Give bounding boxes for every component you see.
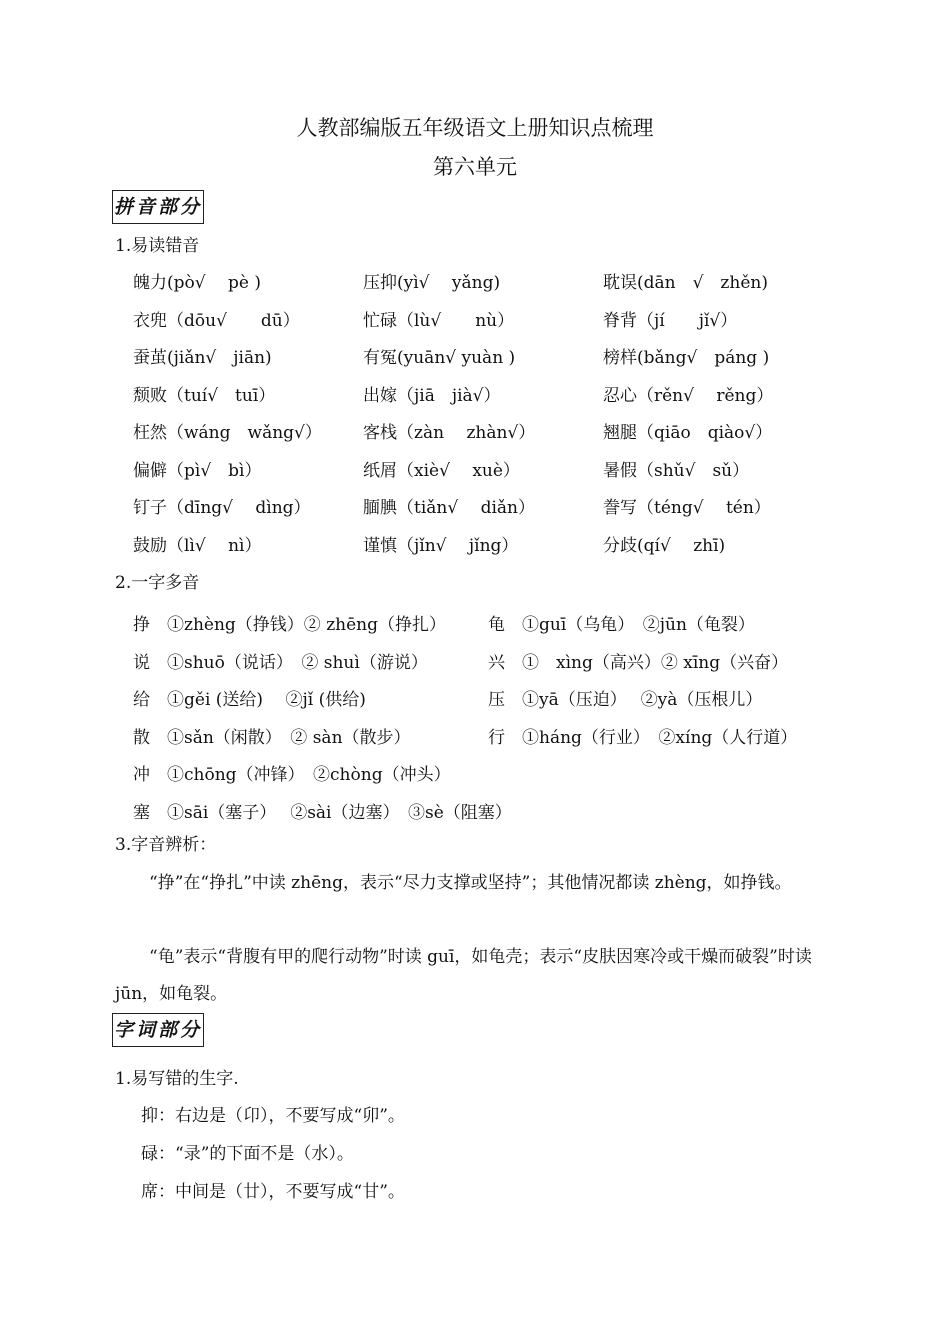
misread-entry: 有冤(yuān√ yuàn ) xyxy=(363,348,516,368)
misread-entry: 谨慎（jǐn√ jǐng） xyxy=(363,535,519,556)
polyphone-entry: 冲 ①chōng（冲锋） ②chòng（冲头） xyxy=(133,765,451,785)
misread-entry: 脊背（jí jǐ√） xyxy=(603,310,738,331)
section-label-pinyin: 拼音部分 xyxy=(112,190,204,224)
misread-entry: 衣兜（dōu√ dū） xyxy=(133,310,300,331)
easy-misread-heading: 1.易读错音 xyxy=(115,236,200,256)
misread-entry: 蚕茧(jiǎn√ jiān) xyxy=(133,348,272,368)
misread-entry: 耽误(dān √ zhěn) xyxy=(603,273,768,293)
misread-entry: 腼腆（tiǎn√ diǎn） xyxy=(363,498,535,518)
misread-entry: 誊写（téng√ tén） xyxy=(603,498,771,518)
misread-entry: 压抑(yì√ yǎng) xyxy=(363,273,501,293)
polyphone-entry: 行 ①háng（行业） ②xíng（人行道） xyxy=(488,727,798,748)
polyphone-entry: 挣 ①zhèng（挣钱）② zhēng（挣扎） xyxy=(133,615,446,635)
misread-entry: 分歧(qí√ zhī) xyxy=(603,535,726,556)
misread-entry: 魄力(pò√ pè ) xyxy=(133,273,261,293)
misread-entry: 颓败（tuí√ tuī） xyxy=(133,385,276,406)
misread-entry: 钉子（dīng√ dìng） xyxy=(133,498,311,518)
miswrite-rule: 抑：右边是（卬），不要写成“卯”。 xyxy=(141,1106,405,1126)
misread-entry: 忍心（rěn√ rěng） xyxy=(603,385,774,406)
misread-entry: 纸屑（xiè√ xuè） xyxy=(363,460,520,481)
misread-entry: 翘腿（qiāo qiào√） xyxy=(603,423,773,443)
miswrite-rule: 席：中间是（廿），不要写成“甘”。 xyxy=(141,1182,405,1202)
misread-entry: 出嫁（jiā jià√） xyxy=(363,385,501,406)
document-title: 人教部编版五年级语文上册知识点梳理 xyxy=(296,116,654,140)
polyphone-entry: 说 ①shuō（说话） ② shuì（游说） xyxy=(133,652,428,673)
polyphone-heading: 2.一字多音 xyxy=(115,573,200,593)
unit-title: 第六单元 xyxy=(433,155,517,179)
section-label-words: 字词部分 xyxy=(112,1013,204,1047)
polyphone-entry: 散 ①sǎn（闲散） ② sàn（散步） xyxy=(133,727,411,748)
polyphone-entry: 龟 ①guī（乌龟） ②jūn（龟裂） xyxy=(488,615,755,635)
misread-entry: 榜样(bǎng√ páng ) xyxy=(603,348,770,368)
misread-entry: 枉然（wáng wǎng√） xyxy=(133,423,322,443)
misread-entry: 鼓励（lì√ nì） xyxy=(133,535,262,556)
polyphone-entry: 压 ①yā（压迫） ②yà（压根儿） xyxy=(488,690,763,710)
analysis-paragraph-2: “龟”表示“背腹有甲的爬行动物”时读 guī，如龟壳；表示“皮肤因寒冷或干燥而破裂”时读 jūn，如龟裂。 xyxy=(115,947,812,1004)
misread-entry: 偏僻（pì√ bì） xyxy=(133,460,262,481)
misread-entry: 客栈（zàn zhàn√） xyxy=(363,423,536,443)
polyphone-entry: 兴 ① xìng（高兴）② xīng（兴奋） xyxy=(488,652,789,673)
misread-entry: 暑假（shǔ√ sǔ） xyxy=(603,460,750,481)
polyphone-entry: 给 ①gěi (送给) ②jǐ (供给) xyxy=(133,690,366,710)
analysis-paragraph-1: “挣”在“挣扎”中读 zhēng，表示“尽力支撑或坚持”；其他情况都读 zhèng，如挣钱。 xyxy=(149,873,792,893)
misread-entry: 忙碌（lù√ nù） xyxy=(363,310,515,331)
miswrite-rule: 碌：“录”的下面不是（水）。 xyxy=(141,1144,354,1164)
easy-miswrite-heading: 1.易写错的生字. xyxy=(115,1069,239,1089)
analysis-heading: 3.字音辨析： xyxy=(115,835,217,855)
polyphone-entry: 塞 ①sāi（塞子） ②sài（边塞） ③sè（阻塞） xyxy=(133,802,512,823)
